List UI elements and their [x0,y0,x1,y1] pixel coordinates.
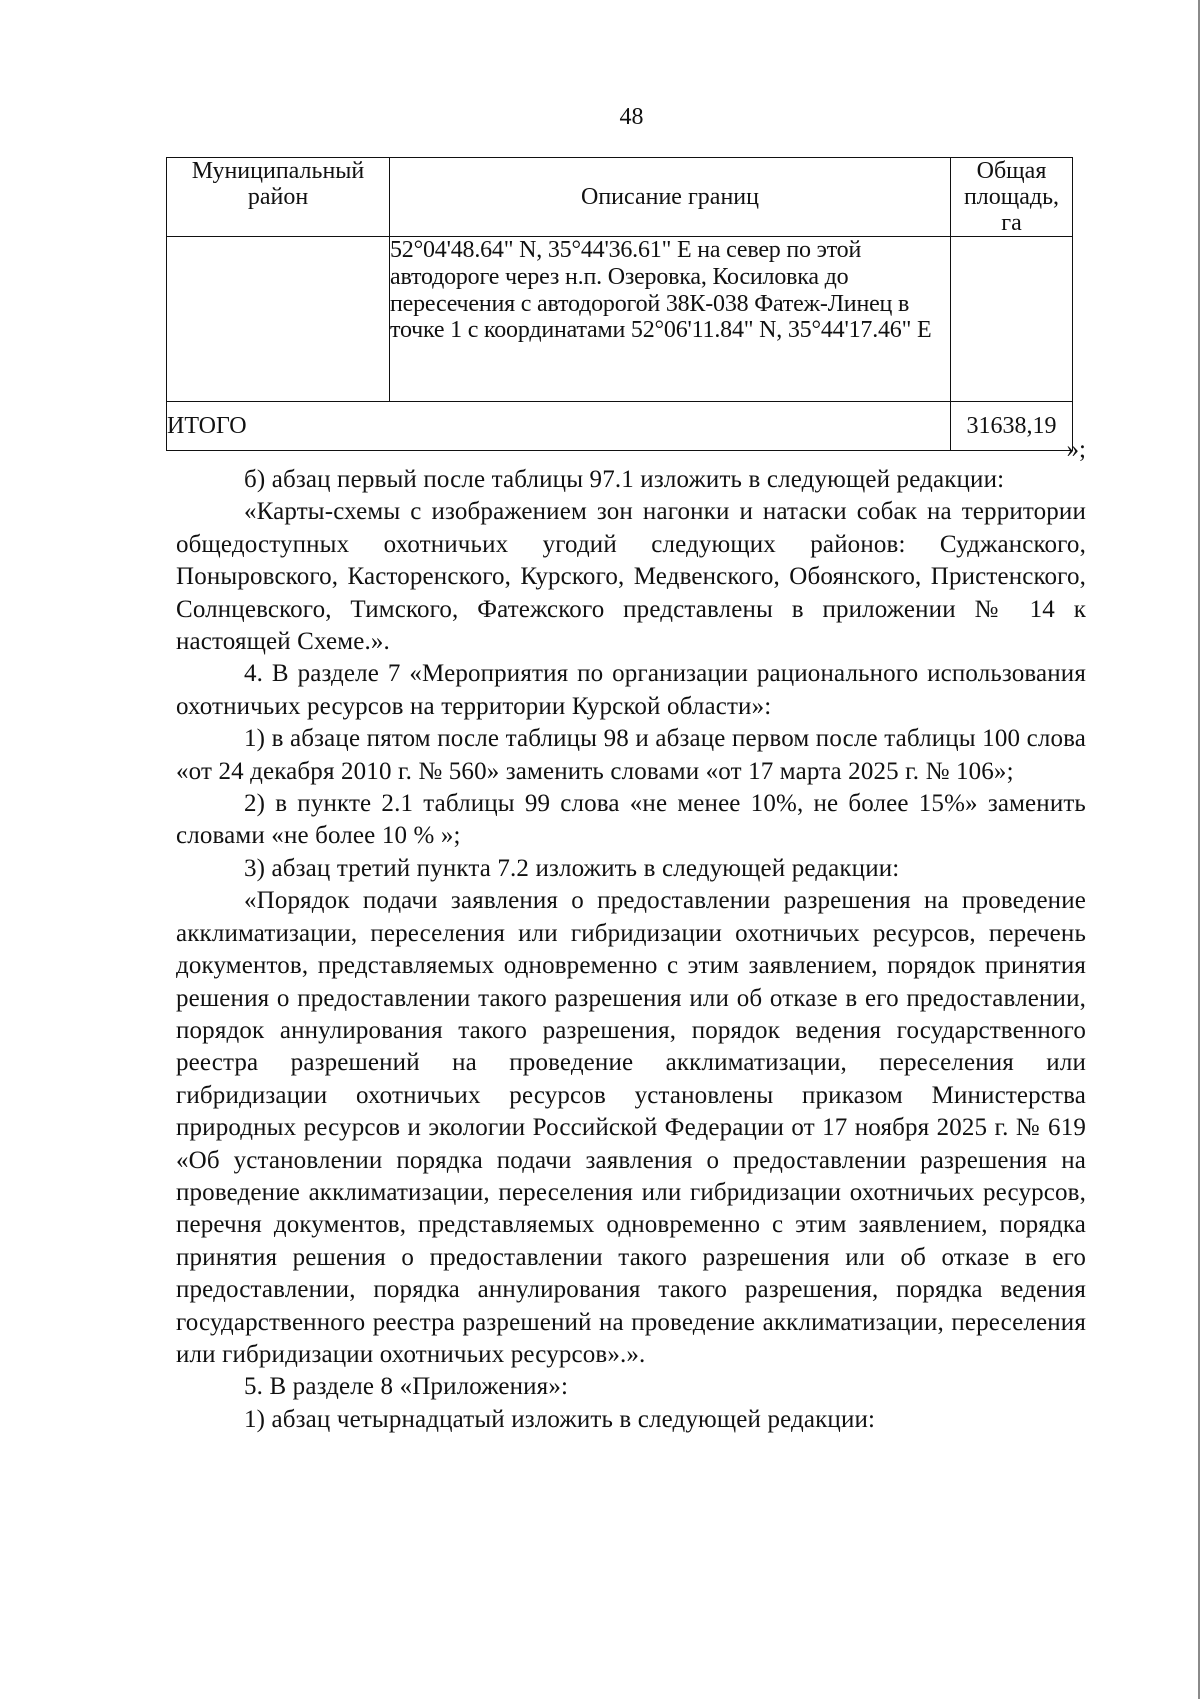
closing-quote: »; [1066,436,1086,463]
boundaries-table [166,157,1073,451]
table-total-row [167,402,1073,451]
paragraph: 5. В разделе 8 «Приложения»: [244,1373,569,1401]
page-number: 48 [619,104,644,130]
total-label: ИТОГО [167,402,951,451]
header-district: Муниципальный район [167,158,390,237]
cell-district [167,237,390,402]
total-value: 31638,19 [951,402,1073,451]
header-area: Общая площадь, га [951,158,1073,237]
header-description: Описание границ [390,158,951,237]
paragraph: 2) в пункте 2.1 таблицы 99 слова «не менее 10%, не более 15%» заменить словами «не более 10 % »; [176,790,1086,850]
paragraph: «Порядок подачи заявления о предоставлении разрешения на проведение акклиматизации, переселения или гибридизации охотничьих ресурсов, перечень документов, представляемых одновременно с этим заявлением, порядок принятия решения о предоставлении такого разрешения или об отказе в его предоставлении, порядок аннулирования такого разрешения, порядок ведения государственного реестра разрешений на проведение акклиматизации, переселения или гибридизации охотничьих ресурсов установлены приказом Министерства природных ресурсов и экологии Российской Федерации от 17 ноября 2025 г. № 619 «Об установлении порядка подачи заявления о предоставлении разрешения на проведение акклиматизации, переселения или гибридизации охотничьих ресурсов, перечня документов, представляемых одновременно с этим заявлением, порядка принятия решения о предоставлении такого разрешения или об отказе в его предоставлении, порядка аннулирования такого разрешения, порядка ведения государственного реестра разрешений на проведение акклиматизации, переселения или гибридизации охотничьих ресурсов».». [176,887,1086,1368]
cell-description: 52°04'48.64" N, 35°44'36.61" E на север по этой автодороге через н.п. Озеровка, Косиловка до пересечения с автодорогой 38К-038 Фатеж-Линец в точке 1 с координатами 52°06'11.84" N, 35°44'17.46" E [390,237,951,402]
paragraph: 4. В разделе 7 «Мероприятия по организации рационального использования охотничьих ресурсов на территории Курской области»: [176,660,1086,720]
cell-area [951,237,1073,402]
paragraph: 1) абзац четырнадцатый изложить в следующей редакции: [244,1405,876,1433]
document-body [176,464,1086,1436]
paragraph: б) абзац первый после таблицы 97.1 изложить в следующей редакции: [244,466,1005,493]
paragraph: 1) в абзаце пятом после таблицы 98 и абзаце первом после таблицы 100 слова «от 24 декабря 2010 г. № 560» заменить словами «от 17 марта 2025 г. № 106»; [176,725,1086,785]
paragraph: 3) абзац третий пункта 7.2 изложить в следующей редакции: [244,854,900,882]
paragraph: «Карты-схемы с изображением зон нагонки и натаски собак на территории общедоступных охотничьих угодий следующих районов: Суджанского, Поныровского, Касторенского, Курского, Медвенского, Обоянского, Пристенского, Солнцевского, Тимского, Фатежского представлены в приложении № 14 к настоящей Схеме.». [176,498,1086,656]
table-row [167,237,1073,402]
table-header-row [167,158,1073,237]
